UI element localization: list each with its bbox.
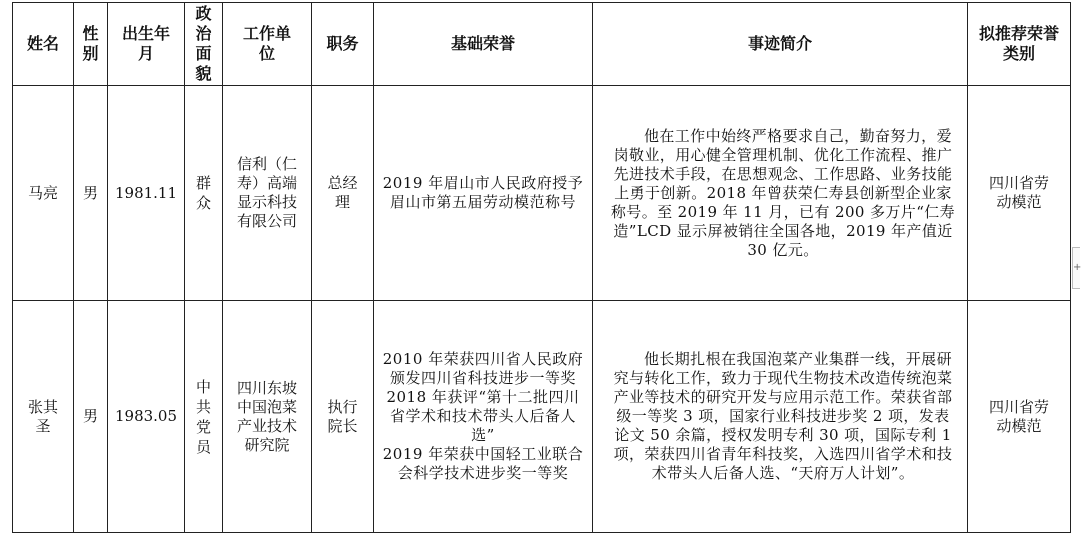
cell-politics: 中共党员 bbox=[185, 301, 223, 533]
header-gender: 性别 bbox=[74, 3, 108, 86]
header-politics: 政治面貌 bbox=[185, 3, 223, 86]
cell-gender: 男 bbox=[74, 86, 108, 301]
cell-birth: 1983.05 bbox=[108, 301, 185, 533]
cell-proposed-category: 四川省劳动模范 bbox=[968, 301, 1071, 533]
cell-politics: 群众 bbox=[185, 86, 223, 301]
header-birth: 出生年月 bbox=[108, 3, 185, 86]
cell-name: 张其圣 bbox=[13, 301, 74, 533]
table-row bbox=[13, 86, 1071, 301]
header-base-honor: 基础荣誉 bbox=[374, 3, 593, 86]
side-expand-handle[interactable]: + bbox=[1072, 247, 1080, 289]
header-deeds: 事迹简介 bbox=[593, 3, 968, 86]
cell-employer: 信利（仁寿）高端显示科技有限公司 bbox=[223, 86, 312, 301]
table-header-row bbox=[13, 3, 1071, 86]
cell-deeds: 他长期扎根在我国泡菜产业集群一线，开展研究与转化工作，致力于现代生物技术改造传统泡菜产业等技术的研究开发与应用示范工作。荣获省部级一等奖 3 项，国家行业科技进步奖 2 项，发表论文 50 余篇，授权发明专利 30 项，国际专利 1 项，荣获四川省青年科技奖，入选四川省学术和技术带头人后备人选、“天府万人计划”。 bbox=[593, 301, 968, 533]
header-name: 姓名 bbox=[13, 3, 74, 86]
cell-deeds: 他在工作中始终严格要求自己，勤奋努力，爱岗敬业，用心健全管理机制、优化工作流程、推广先进技术手段，在思想观念、工作思路、业务技能上勇于创新。2018 年曾获荣仁寿县创新型企业家称号。至 2019 年 11 月，已有 200 多万片“仁寿造”LCD 显示屏被销往全国各地，2019 年产值近 30 亿元。 bbox=[593, 86, 968, 301]
cell-proposed-category: 四川省劳动模范 bbox=[968, 86, 1071, 301]
cell-employer: 四川东坡中国泡菜产业技术研究院 bbox=[223, 301, 312, 533]
header-position: 职务 bbox=[312, 3, 374, 86]
cell-base-honor: 2019 年眉山市人民政府授予眉山市第五届劳动模范称号 bbox=[374, 86, 593, 301]
cell-position: 总经理 bbox=[312, 86, 374, 301]
cell-name: 马亮 bbox=[13, 86, 74, 301]
cell-base-honor: 2010 年荣获四川省人民政府颁发四川省科技进步一等奖 2018 年获评“第十二批四川省学术和技术带头人后备人选” 2019 年荣获中国轻工业联合会科学技术进步奖一等奖 bbox=[374, 301, 593, 533]
cell-birth: 1981.11 bbox=[108, 86, 185, 301]
header-proposed-category: 拟推荐荣誉类别 bbox=[968, 3, 1071, 86]
cell-position: 执行院长 bbox=[312, 301, 374, 533]
table-row bbox=[13, 301, 1071, 533]
cell-gender: 男 bbox=[74, 301, 108, 533]
header-employer: 工作单位 bbox=[223, 3, 312, 86]
honors-table bbox=[12, 2, 1071, 533]
